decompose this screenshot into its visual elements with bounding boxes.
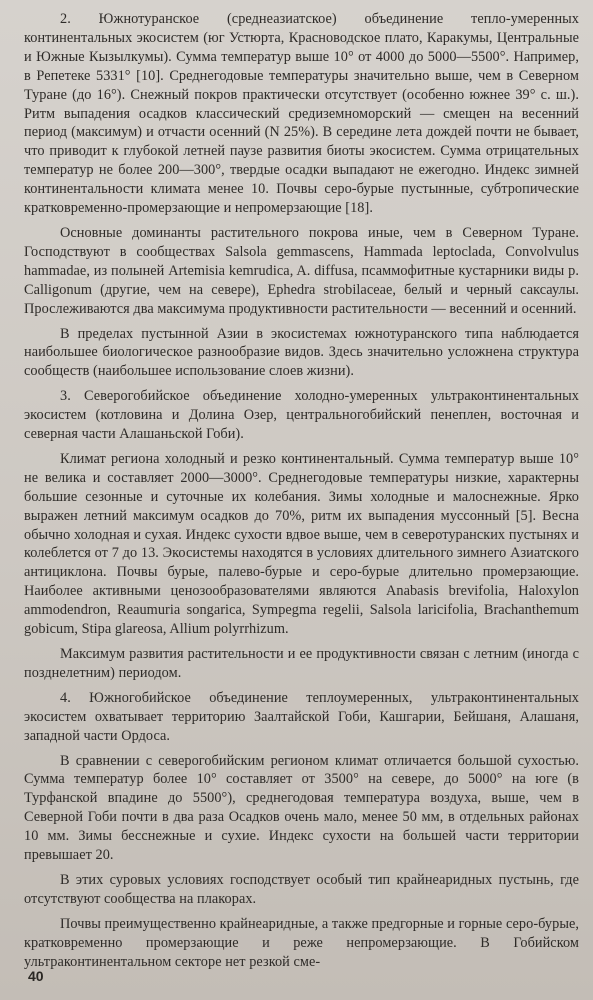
paragraph-north-gobi: 3. Северогобийское объединение холодно-умеренных ультраконтинентальных экосистем (котловина и Долина Озер, центральногобийский пенеплен, восточная и северная части Алашаньской Гоби). xyxy=(24,388,579,443)
paragraph-south-turan: 2. Южнотуранское (среднеазиатское) объединение тепло-умеренных континентальных экосистем (юг Устюрта, Красноводское плато, Каракумы, Центральные и Южные Кызылкумы). Сумма температур выше 10° от 4000 до 5000—5500°. Например, в Репетеке 5331° [10]. Среднегодовые температуры значительно выше, чем в Северном Туране (до 16°). Снежный покров практически отсутствует (особенно южнее 39° с. ш.). Ритм выпадения осадков классический средиземноморский — смещен на весенний период (максимум) и отчасти осенний (N 25%). В середине лета дождей почти не бывает, что приводит к глубокой летней паузе развития биоты экосистем. Сумма отрицательных температур не более 200—300°, твердые осадки выпадают не ежегодно. Индекс зимней континентальности климата менее 10. Почвы серо-бурые пустынные, субтропические кратковременно-промерзающие и непромерзающие [18]. xyxy=(24,11,579,217)
body-text xyxy=(24,10,579,972)
page-number: 40 xyxy=(28,968,44,984)
paragraph-south-turan-vegetation: Основные доминанты растительного покрова иные, чем в Северном Туране. Господствуют в сообществах Salsola gemmascens, Hammada leptoclada, Convolvulus hammadae, из полыней Artemisia kemrudica, A. diffusa, псаммофитные кустарники виды р. Calligonum (другие, чем на севере), Ephedra strobilaceae, белый и черный саксаулы. Прослеживаются два максимума продуктивности растительности — весенний и осенний. xyxy=(24,224,579,317)
paragraph-north-gobi-climate: Климат региона холодный и резко континентальный. Сумма температур выше 10° не велика и составляет 2000—3000°. Среднегодовые температуры низкие, характерны большие сезонные и суточные их колебания. Зимы холодные и малоснежные. Ярко выражен летний максимум осадков до 70%, ритм их выпадения муссонный [5]. Весна обычно холодная и сухая. Индекс сухости вдвое выше, чем в северотуранских пустынях и колеблется от 7 до 13. Экосистемы находятся в условиях длительного зимнего Азиатского антициклона. Почвы бурые, палево-бурые и серо-бурые длительно промерзающие. Наиболее активными ценозообразователями являются Anabasis brevifolia, Haloxylon ammodendron, Reaumuria songarica, Sympegma regelii, Salsola laricifolia, Brachanthemum gobicum, Stipa glareosa, Allium polyrrhizum. xyxy=(24,450,579,638)
paragraph-south-gobi-climate: В сравнении с северогобийским регионом климат отличается большой сухостью. Сумма температур более 10° составляет от 3500° на севере, до 5000° на юге (в Турфанской впадине до 5500°), среднегодовая температура воздуха, выше, чем в Северной Гоби почти в два раза Осадков очень мало, менее 50 мм, в отдельных районах 10 мм. Зимы бесснежные и сухие. Индекс сухости на большей части территории превышает 20. xyxy=(24,752,579,864)
paragraph-soils: Почвы преимущественно крайнеаридные, а также предгорные и горные серо-бурые, кратковременно промерзающие и реже непромерзающие. В Гобийском ультраконтинентальном секторе нет резкой сме- xyxy=(24,915,579,970)
paragraph-biodiversity: В пределах пустынной Азии в экосистемах южнотуранского типа наблюдается наибольшее биологическое разнообразие видов. Здесь значительно усложнена структура сообществ (наибольшее использование слоев жизни). xyxy=(24,325,579,380)
paragraph-vegetation-maximum: Максимум развития растительности и ее продуктивности связан с летним (иногда с позднелетним) периодом. xyxy=(24,646,579,681)
paragraph-extreme-deserts: В этих суровых условиях господствует особый тип крайнеаридных пустынь, где отсутствуют сообщества на плакорах. xyxy=(24,871,579,907)
paragraph-south-gobi: 4. Южногобийское объединение теплоумеренных, ультраконтинентальных экосистем охватывает территорию Заалтайской Гоби, Кашгарии, Бейшаня, Алашаня, западной части Ордоса. xyxy=(24,689,579,744)
